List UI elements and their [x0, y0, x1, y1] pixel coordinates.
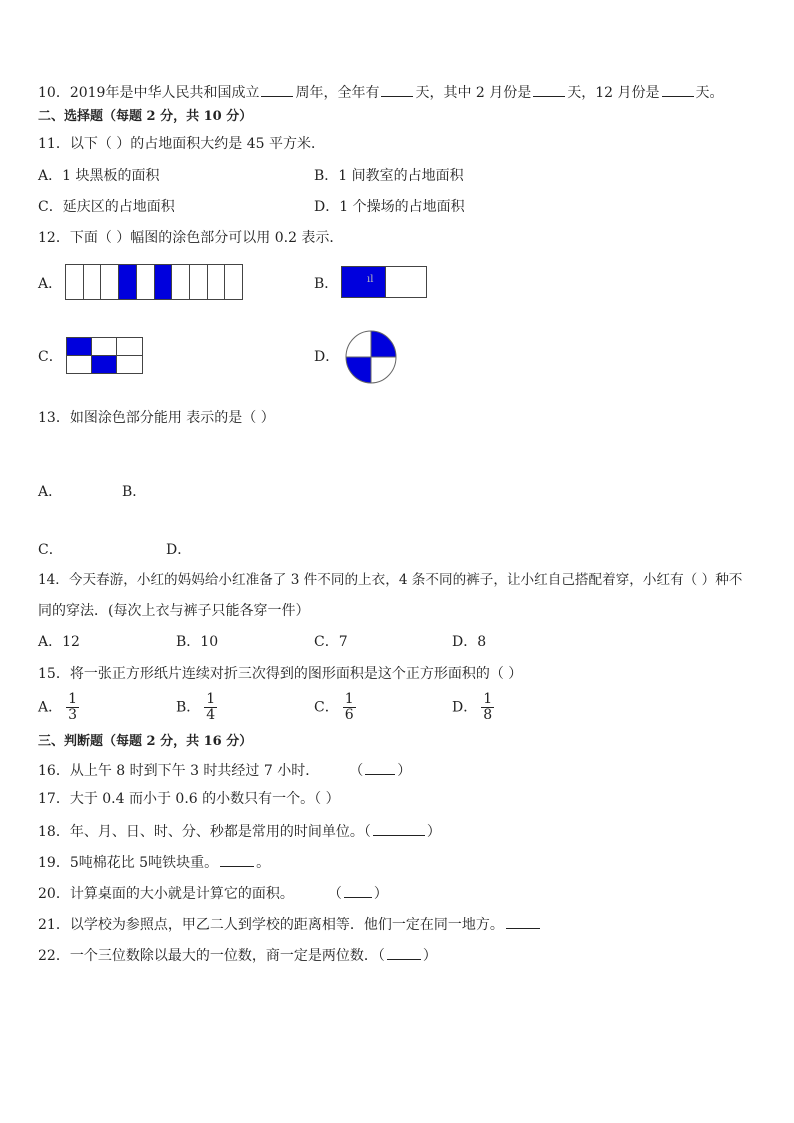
section-heading-judgement: 三、判断题（每题 2 分，共 16 分） — [38, 734, 253, 749]
strip-cell — [225, 265, 242, 299]
option-d[interactable]: D． — [314, 349, 340, 365]
answer-blank[interactable] — [344, 883, 372, 898]
grid-cell-shaded — [92, 356, 117, 374]
strip-cell — [190, 265, 208, 299]
strip-cell — [66, 265, 84, 299]
question-12: 12．下面（ ）幅图的涂色部分可以用 0.2 表示． — [38, 230, 344, 246]
grid-cell — [117, 356, 142, 374]
grid-cell — [117, 338, 142, 356]
question-11: 11．以下（ ）的占地面积大约是 45 平方米． — [38, 136, 325, 152]
question-20: 20．计算桌面的大小就是计算它的面积。 （ ） — [38, 883, 388, 903]
figure-c-grid — [66, 337, 143, 374]
section-heading-choice: 二、选择题（每题 2 分，共 10 分） — [38, 109, 253, 124]
option-a[interactable]: A． $\frac{1}{3}$ — [38, 691, 78, 723]
option-b[interactable]: B．1 间教室的占地面积 — [314, 168, 464, 184]
fraction: $\frac{1}{8}$ — [483, 691, 493, 723]
shaded-part — [342, 267, 386, 297]
strip-cell-shaded — [155, 265, 173, 299]
figure-d-circle — [345, 329, 397, 385]
fraction: $\frac{1}{3}$ — [68, 691, 78, 723]
answer-blank[interactable] — [506, 914, 540, 929]
question-18: 18．年、月、日、时、分、秒都是常用的时间单位。（ ） — [38, 821, 441, 841]
question-22: 22．一个三位数除以最大的一位数，商一定是两位数．（ ） — [38, 945, 437, 965]
question-13: 13．如图涂色部分能用 表示的是（ ） — [38, 410, 275, 426]
grid-cell — [92, 338, 117, 356]
strip-cell — [101, 265, 119, 299]
figure-a-ten-strip — [65, 264, 243, 300]
answer-blank[interactable] — [387, 945, 421, 960]
fraction: $\frac{1}{4}$ — [206, 691, 216, 723]
option-b[interactable]: B．10 — [176, 634, 219, 650]
answer-blank[interactable] — [662, 82, 694, 97]
option-a[interactable]: A． — [38, 276, 63, 292]
option-b[interactable]: B． — [314, 276, 339, 292]
option-d[interactable]: D． $\frac{1}{8}$ — [452, 691, 493, 723]
option-c[interactable]: C． $\frac{1}{6}$ — [314, 691, 354, 723]
answer-blank[interactable] — [365, 760, 395, 775]
strip-cell-shaded — [119, 265, 137, 299]
option-c[interactable]: C． — [38, 349, 63, 365]
option-a[interactable]: A．1 块黑板的面积 — [38, 168, 160, 184]
option-b[interactable]: B． — [122, 484, 147, 500]
answer-blank[interactable] — [373, 821, 425, 836]
strip-cell — [84, 265, 102, 299]
strip-cell — [172, 265, 190, 299]
figure-b-half-bar — [341, 266, 427, 298]
question-17: 17．大于 0.4 而小于 0.6 的小数只有一个。（ ） — [38, 791, 340, 807]
option-b[interactable]: B． $\frac{1}{4}$ — [176, 691, 216, 723]
option-c[interactable]: C．延庆区的占地面积 — [38, 199, 175, 215]
option-d[interactable]: D． — [166, 542, 192, 558]
option-d[interactable]: D．1 个操场的占地面积 — [314, 199, 465, 215]
fraction: $\frac{1}{6}$ — [344, 691, 354, 723]
question-15: 15．将一张正方形纸片连续对折三次得到的图形面积是这个正方形面积的（ ） — [38, 666, 523, 682]
answer-blank[interactable] — [220, 852, 254, 867]
figure-b-mark: ıl — [367, 274, 374, 285]
question-10: 10．2019年是中华人民共和国成立 周年，全年有 天，其中 2 月份是 天，12 月份是 天。 — [38, 82, 724, 102]
strip-cell — [137, 265, 155, 299]
option-a[interactable]: A． — [38, 484, 63, 500]
answer-blank[interactable] — [533, 82, 565, 97]
option-d[interactable]: D．8 — [452, 634, 487, 650]
question-16: 16．从上午 8 时到下午 3 时共经过 7 小时． （ ） — [38, 760, 411, 780]
unshaded-part — [386, 267, 426, 297]
option-c[interactable]: C． — [38, 542, 63, 558]
strip-cell — [208, 265, 226, 299]
option-a[interactable]: A．12 — [38, 634, 80, 650]
option-c[interactable]: C．7 — [314, 634, 348, 650]
answer-blank[interactable] — [261, 82, 293, 97]
question-14-continued: 同的穿法．(每次上衣与裤子只能各穿一件） — [38, 603, 310, 619]
question-14: 14．今天春游，小红的妈妈给小红准备了 3 件不同的上衣，4 条不同的裤子，让小红自己搭配着穿，小红有（ ）种不 — [38, 572, 743, 588]
question-21: 21．以学校为参照点，甲乙二人到学校的距离相等．他们一定在同一地方。 — [38, 914, 542, 934]
answer-blank[interactable] — [381, 82, 413, 97]
question-19: 19．5吨棉花比 5吨铁块重。 。 — [38, 852, 270, 872]
grid-cell — [67, 356, 92, 374]
grid-cell-shaded — [67, 338, 92, 356]
